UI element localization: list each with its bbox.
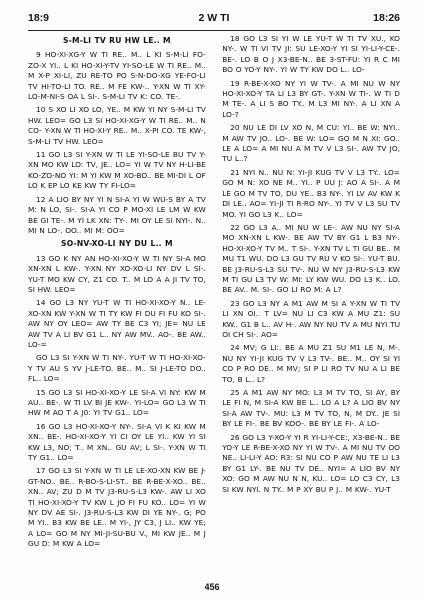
paragraph: 21 NYI N.. NU N: YI-JI KUG TV V L3 TY.. LO= GO M N: XO NE M.. YI.. P UU J: AO A SI-. A M LE GO M TV TO, DU YE.. B3 NY-. YI LV AV KW K DI LE.. AO= YI-JI TI R-RO NY-. YI TV V L3 SU TV MO. YI GO L3 K.. LO= [222, 167, 400, 219]
left-column [28, 34, 206, 576]
header-verse-start: 18:9 [28, 12, 50, 24]
paragraph: 14 GO L3 NY YU-T W TI HO-XI-XO-Y N.. LE-XO-XN KW Y-XN W TI TY KW FI DU FI FU KO SI-. AW NY OY LEO= AW TY BE C3 YI; JE= NU LE AW TV A LI BV G1 L.. NY AW MV.. AO-. BE AW.. LO-= [28, 298, 206, 349]
paragraph-group [222, 34, 400, 220]
paragraph: 9 HO-XI-XG-Y W TI RE.. M.. L KI S-M-LI FO-ZO-X YI.. L KI HO-XI-Y-TV YI-SO-LE W TI RE.. M.. M X-P XI-LI, ZU RE-TO PO S-N-DO-XG YE-FO-LI TV HI-TO-LI TO. RE.. M FE KW-.. Y-XN W TI XY-LO-M-NI-S OA L SI-. S-M-LI TV K: CO. TE-. [28, 50, 206, 102]
paragraph: 26 GO L3 Y-XO-Y YI R YI-LI-Y-CE:, X3-BE-N.. BE YO-Y LE R-BE-X-XO NY YI W TV-. A MI NU TV OO NE.. LI-LI-Y AO: R3: SI NU CO P AW NU TE LI L3 BY G1 LY-. BE NU TV DE.. NYI= A LIO BV NY XO: GO M AW NU N N, KU.. LO= LO C3 CY, L3 SI KW NYI. N TY.. M P XY BU P J.. M KW-. YU-T [222, 432, 400, 494]
paragraph: 13 GO K NY AN HO-XI-XO-Y W TI NY SI-A MO XN-XN L KW-. Y-XN NY XO-XO-LI NY DV L SI-. YU-T MO KW CY, Z1 CO. T.. M LO A A JI TV TO, SI HW. LEO= [28, 253, 206, 294]
paragraph: 10 S XO LI XO LO, YE.. M KW YI NY S-M-LI TV HW. LEO= GO L3 SI HO-XI-XG-Y W TI RE.. M.. N CO- Y-XN W TI HO-XI-Y RE.. M.. X-PI CO. TE KW-, S-M-LI TV HW. LEO= [28, 105, 206, 146]
paragraph: 23 GO L3 NY A M1 AW M SI A Y-XN W TI TV LI XN OI.. T LV= NU LI C3 KW A MU Z1: SU KW.. G1 B L.. AV H-. AW NY NU TV A MU NYI TU OI CH SI-. AO= [222, 298, 400, 339]
paragraph: 15 GO L3 SI HO-XI-XO-Y LE SI-A VI NY: KW M AU.. BE-. W TI LV BI JE KW-. YI-LO= GO L3 W TI HW M AO T A J0: YI TV G1.. LO= [28, 387, 206, 418]
paragraph: 17 GO L3 SI Y-XN W TI LE LE-XO-XN KW BE J-GT-NO.. BE.. R-BO-S-LI-ST.. BE R-BE-X-XO.. BE.. XN.. AV; ZU D M TV J3-RU-S-L3 KW-. AW LI XO TI HO-XI-XO-Y TV KW L JO FI FU KO.. LO= YI W NY DV AE SI-. J3-RU-S-L3 KW DI YE NY-. G; PO M YI.. B3 KW BE LE.. M YI-, JY C3, J LI.. KW YE; A LO= GO M NY MI-JI-SU-BU V., MI KW JE.. M J GU D: M KW A LO= [28, 466, 206, 549]
paragraph: 11 GO L3 SI Y-XN W TI LE YI-SO-LE BU TV Y-XN MO KW LO: TV, JE.. LO= YI W TV NY H-LI-BE KO-ZO-NO YI: M YI KW M XO-BO.. BE MI-DI L OF LO K EP LO KE KW TY FI-LO= [28, 150, 206, 191]
paragraph-group [222, 433, 400, 495]
paragraph-group [28, 254, 206, 550]
paragraph-group [28, 50, 206, 236]
right-column [222, 34, 400, 576]
paragraph: 19 R-BE-X-XO NY YI W TV-. A MI NU W NY HO-XI-XO-Y TA LI L3 BY GT-. Y-XN W TI-. W TI D M TE-. A LI S BO TY.. M L3 MI NY-. A LI XN A LO-? [222, 78, 400, 119]
paragraph: 18 GO L3 SI YI W LE YU-T W TI TV XU., KO NY-. W TI VI TV JI: SU LE-XO-Y YI SI YI-LI-Y-CE-. BE-. LO B O J X3-BE-N.. BE 3-ST-FU: YI R C MI BO O YO-Y NY-. YI W TY KW DO L.. LO- [222, 34, 400, 75]
paragraph: 12 A LIO BY NY YI N SI-A YI W WU-S BY A TV M: N LO, SI-. SI-A YI CO P MO-XI LE LM W KW BE GI TE-. M YI LK XN: TY-. MI OY LE SI NYI-. N.. MI N LO-. OO.. MI M: OO= [28, 194, 206, 235]
header-book-title: 2 W TI [198, 12, 230, 24]
section-heading: SO-NV-XO-LI NY DU L.. M [61, 239, 173, 249]
paragraph: 16 GO L3 HO-XI-XO-Y NY-. SI-A VI K KI KW M XN.. BE-. HO-XI-XO-Y YI CI OY LE YI.. KW YI SI KW L3, NO; T.. M XN.. GU AV; L SI-. Y-XN W TI TY G1.. LO= [28, 421, 206, 463]
header-verse-end: 18:26 [373, 12, 400, 24]
paragraph: 25 A M1 AW NY MO: L3 M TV TO, SI AY, BY LE FI N, M SI-A KW BE L.. LO A L? A LIO BV NY SI-A AW TV-. MU: L3 M TV TO, N, M DY.. JE SI BY LE FI-. BE BV KOO-. BE BY LE FI-. A LO- [222, 388, 400, 429]
paragraph: 22 GO L3 A.. MI NU W LE-. AW NU NY SI-A MO XN-XN L KW-. BE AW TV BY G1 L B3 NY-. HO-XI-XO-Y TV M.. T SI-. Y-XN TV L TI GU BE.. M MU T1 WU. DO L3 GU TV RU V KO SI-. YU-T BU. BE J3-RU-S-L3 SU TV-. NU W NY J3-RU-S-L3 KW M TI GU L3 TV W: MI: LY KW WU. DO L3 K.. LO. BE AV.. M. SI-. GO LI RO M: A L? [222, 222, 400, 295]
page-number: 456 [204, 582, 220, 592]
paragraph: 24 MV; G LI:. BE A MU Z1 SU M1 LE N, M-. NU NY YI-JI KUG TV V L3 TV-. BE.. M.. OY SI YI CO P RO DE.. M MV; SI P LI RO TV NU A LI BE TO, B L.. L? [222, 343, 400, 384]
text-columns [28, 34, 400, 576]
paragraph: GO L3 SI Y-XN W TI NY-. YU-T W TI HO-XI-XO-Y TV AU S YV J-LE-TO. BE.. M.. SI J-LE-TO DO.. FL.. LO= [28, 353, 206, 384]
section-heading: S-M-LI TV RU HW LE.. M [63, 36, 171, 45]
running-header [28, 8, 400, 28]
paragraph-group [222, 223, 400, 430]
paragraph: 20 NU LE DI LV XO N, M CU: YI.. BE W: NYI.. M AW TV JO.. LO-. BE W: LO= GO M N XI: GO.. LE A LO= A MI NU A M TV V L3 SI-. AW TV JO, TU L..? [222, 123, 400, 164]
header-rule [28, 30, 400, 31]
